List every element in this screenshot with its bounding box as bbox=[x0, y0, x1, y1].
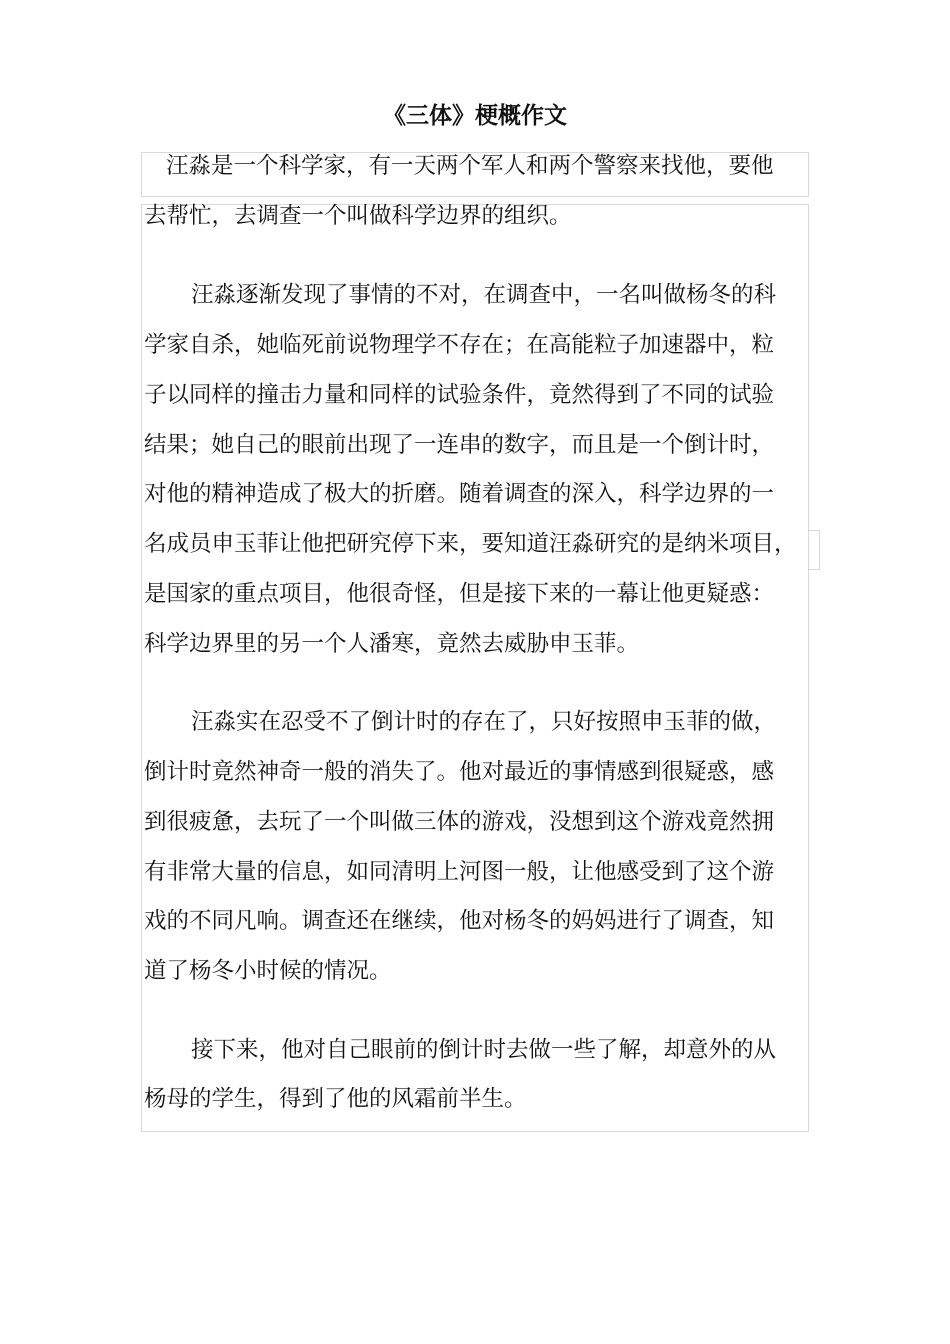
paragraph-2-line-7: 是国家的重点项目，他很奇怪，但是接下来的一幕让他更疑惑： bbox=[144, 581, 775, 607]
paragraph-4-line-2: 杨母的学生，得到了他的风霜前半生。 bbox=[144, 1086, 527, 1112]
document-title: 《三体》梗概作文 bbox=[383, 103, 567, 129]
paragraph-3-line-6: 道了杨冬小时候的情况。 bbox=[144, 958, 392, 984]
paragraph-2-line-5: 对他的精神造成了极大的折磨。随着调查的深入，科学边界的一 bbox=[144, 481, 775, 507]
paragraph-2-line-6: 名成员申玉菲让他把研究停下来，要知道汪淼研究的是纳米项目， bbox=[144, 531, 797, 557]
paragraph-2-line-8: 科学边界里的另一个人潘寒，竟然去威胁申玉菲。 bbox=[144, 631, 640, 657]
paragraph-3-line-1: 汪淼实在忍受不了倒计时的存在了，只好按照申玉菲的做， bbox=[191, 709, 777, 735]
paragraph-4-line-1: 接下来，他对自己眼前的倒计时去做一些了解，却意外的从 bbox=[191, 1037, 777, 1063]
paragraph-1-line-2: 去帮忙，去调查一个叫做科学边界的组织。 bbox=[144, 203, 572, 229]
paragraph-1-line-1: 汪淼是一个科学家，有一天两个军人和两个警察来找他，要他 bbox=[166, 153, 774, 179]
paragraph-2-line-4: 结果；她自己的眼前出现了一连串的数字，而且是一个倒计时， bbox=[144, 432, 775, 458]
paragraph-3-line-5: 戏的不同凡响。调查还在继续，他对杨冬的妈妈进行了调查，知 bbox=[144, 908, 775, 934]
paragraph-3-line-2: 倒计时竟然神奇一般的消失了。他对最近的事情感到很疑惑，感 bbox=[144, 759, 775, 785]
paragraph-2-line-1: 汪淼逐渐发现了事情的不对，在调查中，一名叫做杨冬的科 bbox=[191, 282, 777, 308]
paragraph-3-line-4: 有非常大量的信息，如同清明上河图一般，让他感受到了这个游 bbox=[144, 859, 775, 885]
paragraph-2-line-2: 学家自杀，她临死前说物理学不存在；在高能粒子加速器中，粒 bbox=[144, 332, 775, 358]
paragraph-3-line-3: 到很疲惫，去玩了一个叫做三体的游戏，没想到这个游戏竟然拥 bbox=[144, 809, 775, 835]
paragraph-2-line-3: 子以同样的撞击力量和同样的试验条件，竟然得到了不同的试验 bbox=[144, 382, 775, 408]
text-frame-notch bbox=[808, 530, 820, 570]
